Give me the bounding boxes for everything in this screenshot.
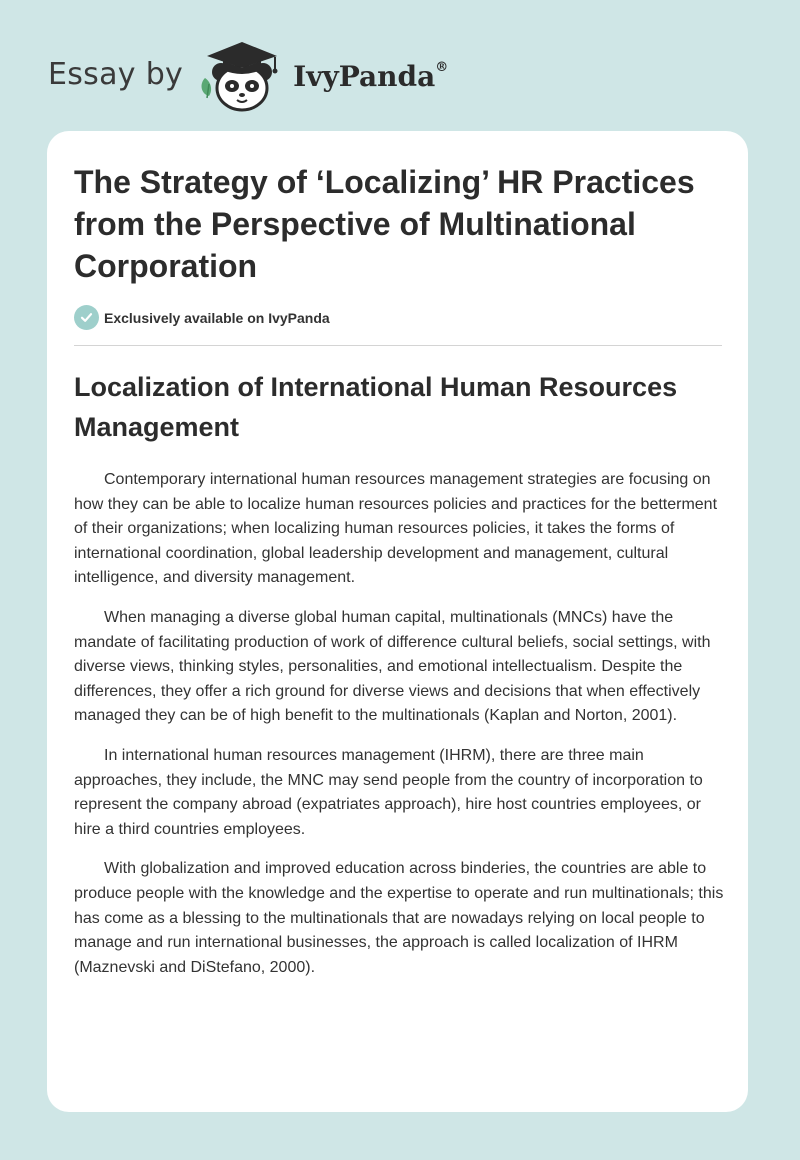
essay-card [47, 131, 748, 1112]
exclusive-badge-text: Exclusively available on IvyPanda [104, 309, 330, 326]
essay-title: The Strategy of ‘Localizing’ HR Practices from the Perspective of Multinational Corporation [74, 164, 695, 284]
divider [74, 345, 722, 346]
exclusive-badge [74, 305, 330, 330]
panda-logo-icon[interactable] [197, 34, 287, 114]
registered-mark: ® [435, 60, 449, 76]
check-icon [74, 305, 99, 330]
paragraph-1: Contemporary international human resources management strategies are focusing on how they can be able to localize human resources policies and practices for the betterment of their organizations; when localizing human resources policies, it takes the forms of international coordination, global leadership development and management, cultural intelligence, and diversity management. [74, 471, 718, 587]
paragraph-2: When managing a diverse global human capital, multinationals (MNCs) have the mandate of facilitating production of work of difference cultural beliefs, social settings, with diverse views, thinking styles, personalities, and emotional intellectualism. Despite the differences, they offer a rich ground for diverse views and decisions that when effectively managed they can be of high benefit to the multinationals (Kaplan and Norton, 2001). [74, 608, 711, 725]
brand-name[interactable]: IvyPanda® [293, 59, 449, 93]
site-header [48, 34, 448, 114]
essay-body [74, 468, 724, 995]
section-heading: Localization of International Human Resources Management [74, 372, 678, 442]
essay-by-label: Essay by [48, 56, 184, 92]
paragraph-4: With globalization and improved education across binderies, the countries are able to produce people with the knowledge and the expertise to operate and run multinationals; this has come as a blessing to the multinationals that are nowadays relying on local people to manage and run international businesses, the approach is called localization of IHRM (Maznevski and DiStefano, 2000). [74, 860, 724, 976]
paragraph-3: In international human resources management (IHRM), there are three main approaches, they include, the MNC may send people from the country of incorporation to represent the company abroad (expatriates approach), hire host countries employees, or hire a third countries employees. [74, 746, 703, 838]
